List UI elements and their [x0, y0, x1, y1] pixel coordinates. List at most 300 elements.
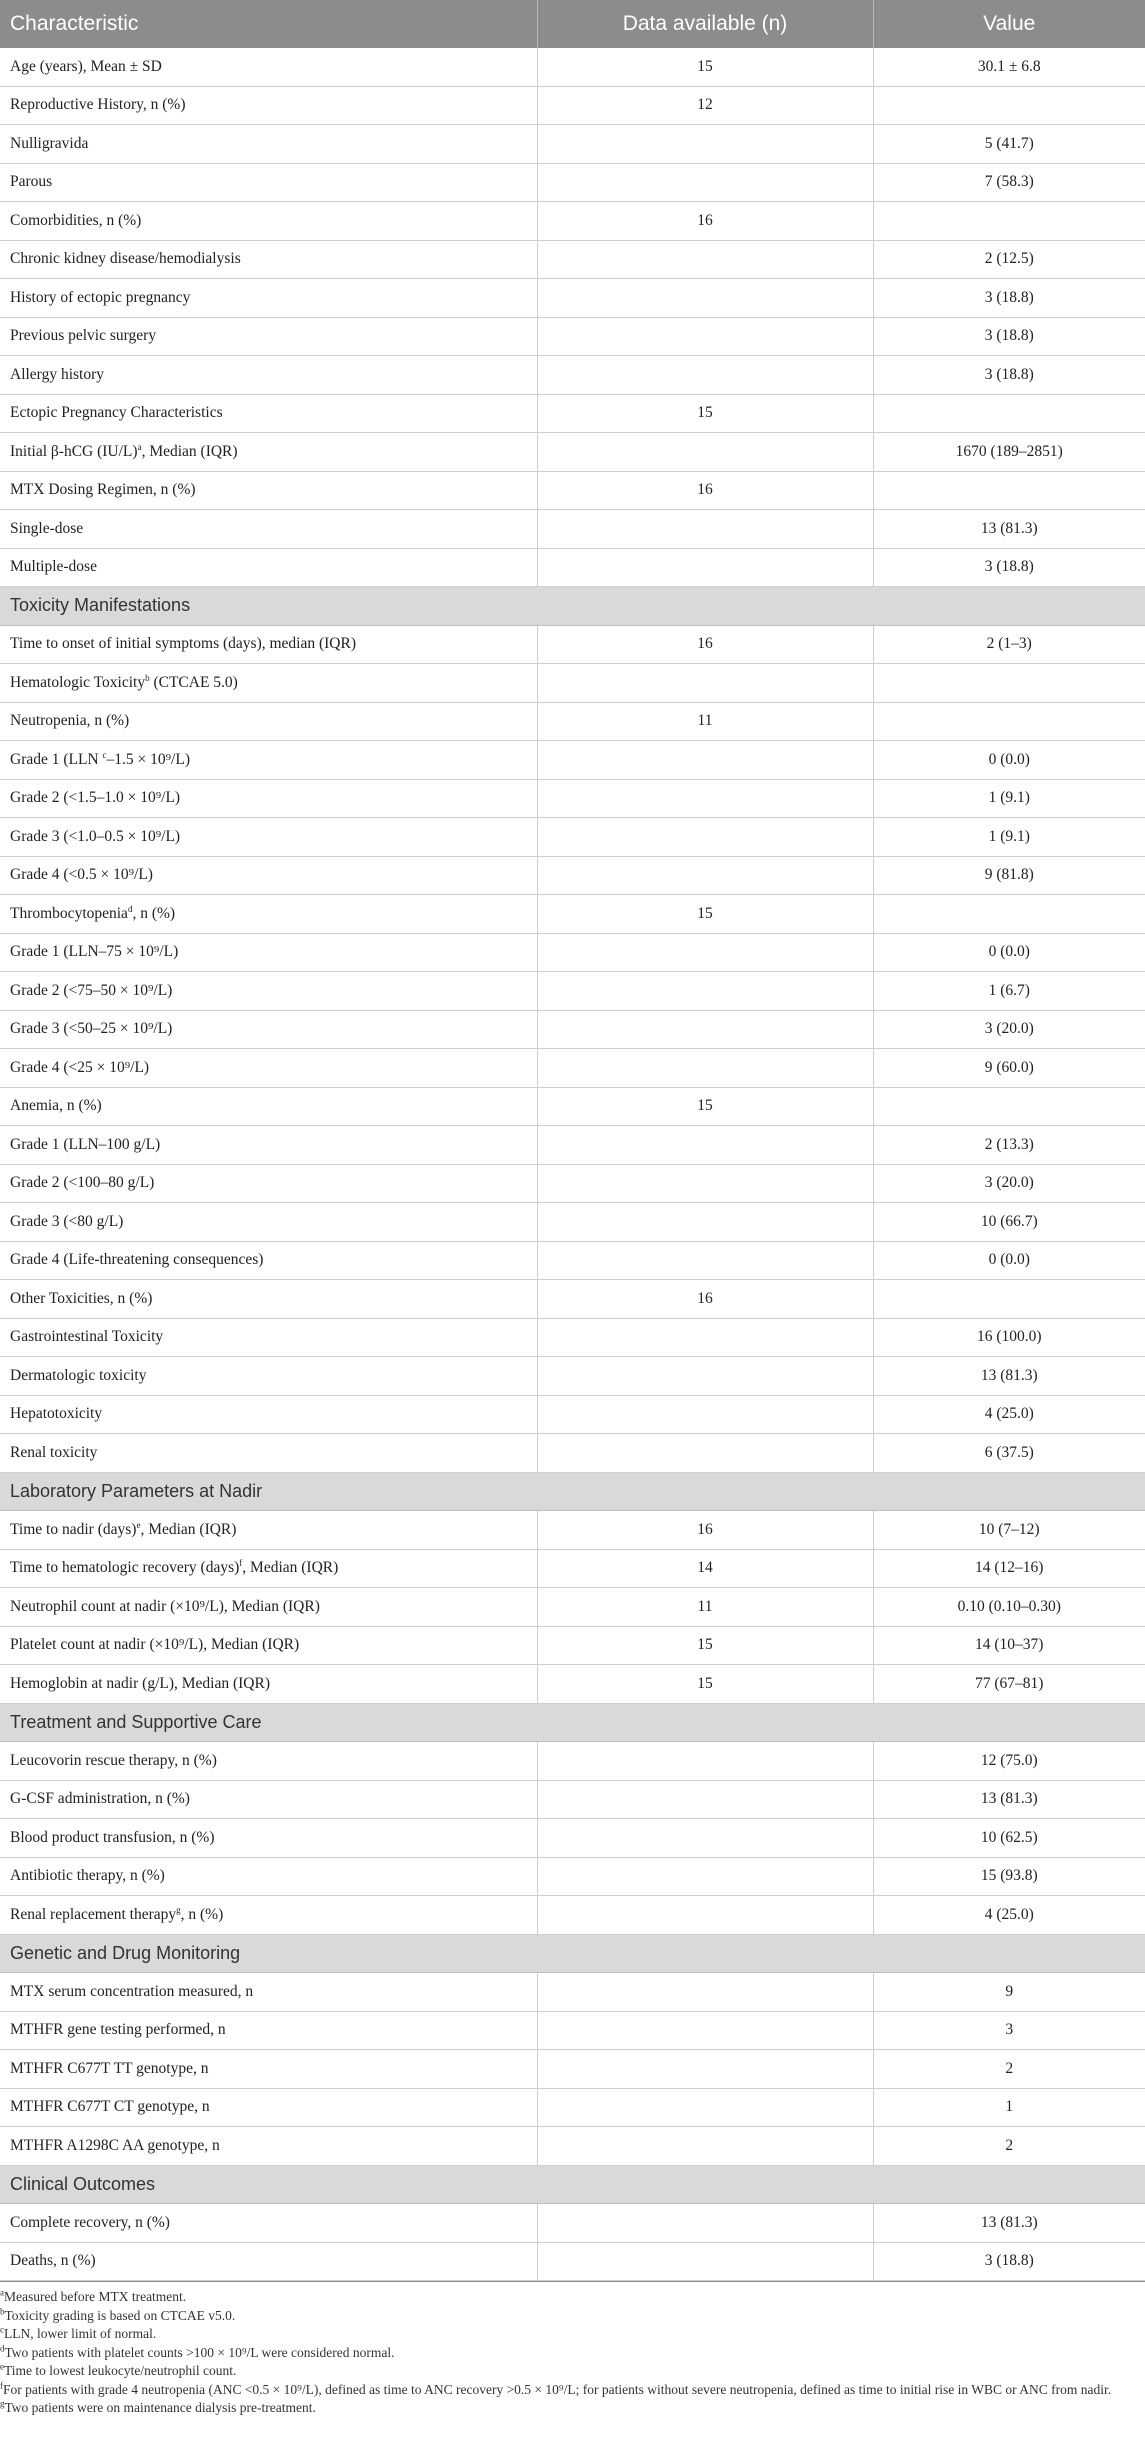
- characteristic-label: Platelet count at nadir (×10⁹/L), Median (IQR): [10, 1636, 300, 1654]
- value-cell: 6 (37.5): [873, 1434, 1145, 1473]
- footnote-marker: g: [176, 1904, 181, 1915]
- data-available-cell: [537, 1049, 873, 1088]
- characteristic-label: Dermatologic toxicity: [10, 1366, 147, 1384]
- characteristic-cell: [0, 1626, 537, 1665]
- data-available-cell: [537, 818, 873, 857]
- table-row: [0, 1241, 1145, 1280]
- value-cell: [873, 471, 1145, 510]
- characteristic-label-suffix: (CTCAE 5.0): [149, 673, 238, 691]
- footnote-text: Toxicity grading is based on CTCAE v5.0.: [4, 2307, 236, 2323]
- characteristic-label: MTHFR C677T TT genotype, n: [10, 2059, 209, 2077]
- table-row: [0, 86, 1145, 125]
- data-available-cell: 16: [537, 1511, 873, 1550]
- characteristic-label: Grade 4 (Life-threatening consequences): [10, 1251, 264, 1269]
- characteristic-cell: [0, 1241, 537, 1280]
- table-row: [0, 240, 1145, 279]
- table-row: [0, 2204, 1145, 2243]
- data-available-cell: [537, 664, 873, 703]
- value-cell: 1 (6.7): [873, 972, 1145, 1011]
- data-available-cell: [537, 1126, 873, 1165]
- table-row: [0, 779, 1145, 818]
- data-available-cell: [537, 779, 873, 818]
- characteristic-label: Grade 4 (<0.5 × 10⁹/L): [10, 866, 153, 884]
- characteristic-label: Grade 3 (<50–25 × 10⁹/L): [10, 1020, 173, 1038]
- footnote-text: Two patients were on maintenance dialysis pre-treatment.: [4, 2400, 316, 2415]
- characteristic-cell: [0, 163, 537, 202]
- section-header-row: [0, 1934, 1145, 1973]
- characteristic-cell: [0, 1395, 537, 1434]
- characteristic-cell: [0, 1780, 537, 1819]
- table-row: [0, 625, 1145, 664]
- characteristic-label: Deaths, n (%): [10, 2252, 96, 2270]
- value-cell: 0 (0.0): [873, 741, 1145, 780]
- characteristic-cell: [0, 1549, 537, 1588]
- characteristic-label: Neutrophil count at nadir (×10⁹/L), Median (IQR): [10, 1597, 320, 1615]
- data-available-cell: [537, 972, 873, 1011]
- data-available-cell: [537, 2127, 873, 2166]
- characteristic-label: Nulligravida: [10, 134, 89, 152]
- characteristic-label: Grade 2 (<75–50 × 10⁹/L): [10, 981, 173, 999]
- data-available-cell: [537, 1164, 873, 1203]
- value-cell: 1 (9.1): [873, 779, 1145, 818]
- footnote-marker: f: [0, 2380, 3, 2390]
- data-available-cell: 15: [537, 394, 873, 433]
- data-available-cell: [537, 1973, 873, 2012]
- characteristic-label: History of ectopic pregnancy: [10, 288, 191, 306]
- value-cell: 13 (81.3): [873, 510, 1145, 549]
- table-row: [0, 1010, 1145, 1049]
- value-cell: [873, 394, 1145, 433]
- characteristic-label-suffix: –1.5 × 10⁹/L): [106, 750, 190, 768]
- footnote-marker: e: [136, 1519, 141, 1530]
- value-cell: 13 (81.3): [873, 1357, 1145, 1396]
- section-title: Laboratory Parameters at Nadir: [0, 1472, 1145, 1511]
- table-row: [0, 1087, 1145, 1126]
- section-header-row: [0, 2165, 1145, 2204]
- characteristic-cell: [0, 2011, 537, 2050]
- table-row: [0, 2050, 1145, 2089]
- table-row: [0, 202, 1145, 241]
- characteristic-cell: [0, 510, 537, 549]
- table-row: [0, 818, 1145, 857]
- value-cell: [873, 1280, 1145, 1319]
- value-cell: 0.10 (0.10–0.30): [873, 1588, 1145, 1627]
- data-available-cell: 15: [537, 1665, 873, 1704]
- table-header: [0, 0, 1145, 48]
- characteristic-label: Time to nadir (days): [10, 1520, 137, 1538]
- characteristic-label: MTX Dosing Regimen, n (%): [10, 481, 196, 499]
- table-row: [0, 1588, 1145, 1627]
- footnote-marker: a: [137, 441, 142, 452]
- characteristic-label: MTX serum concentration measured, n: [10, 1982, 254, 2000]
- characteristic-label: Anemia, n (%): [10, 1097, 102, 1115]
- characteristic-label: Ectopic Pregnancy Characteristics: [10, 404, 223, 422]
- table-row: [0, 1126, 1145, 1165]
- value-cell: [873, 202, 1145, 241]
- characteristic-label: Parous: [10, 173, 53, 191]
- section-header-row: [0, 587, 1145, 626]
- data-available-cell: 15: [537, 895, 873, 934]
- value-cell: 3: [873, 2011, 1145, 2050]
- footnote-marker: e: [0, 2361, 4, 2372]
- value-cell: [873, 702, 1145, 741]
- table-row: [0, 1395, 1145, 1434]
- characteristic-cell: [0, 548, 537, 587]
- footnote-item: [0, 2362, 1145, 2381]
- characteristic-cell: [0, 1280, 537, 1319]
- value-cell: 14 (12–16): [873, 1549, 1145, 1588]
- data-available-cell: [537, 2050, 873, 2089]
- table-row: [0, 1203, 1145, 1242]
- footnote-marker: b: [145, 672, 150, 683]
- value-cell: 3 (18.8): [873, 279, 1145, 318]
- characteristic-label: Single-dose: [10, 519, 84, 537]
- value-cell: 2: [873, 2127, 1145, 2166]
- characteristic-cell: [0, 1087, 537, 1126]
- characteristic-label: Grade 3 (<80 g/L): [10, 1212, 124, 1230]
- value-cell: 1 (9.1): [873, 818, 1145, 857]
- characteristic-label: Neutropenia, n (%): [10, 712, 130, 730]
- characteristic-label: Hematologic Toxicity: [10, 673, 146, 691]
- characteristic-label: Thrombocytopenia: [10, 904, 128, 922]
- table-row: [0, 702, 1145, 741]
- data-available-cell: 16: [537, 625, 873, 664]
- characteristic-label-suffix: , n (%): [132, 904, 176, 922]
- characteristic-label: Grade 2 (<100–80 g/L): [10, 1174, 155, 1192]
- data-available-cell: [537, 856, 873, 895]
- footnote-text: Two patients with platelet counts >100 × 10⁹/L were considered normal.: [4, 2344, 395, 2360]
- footnote-marker: c: [102, 749, 107, 760]
- footnote-marker: d: [0, 2343, 5, 2353]
- value-cell: 9 (81.8): [873, 856, 1145, 895]
- table-row: [0, 856, 1145, 895]
- table-row: [0, 1626, 1145, 1665]
- data-available-cell: [537, 548, 873, 587]
- table-row: [0, 163, 1145, 202]
- value-cell: [873, 664, 1145, 703]
- data-available-cell: [537, 1434, 873, 1473]
- footnote-marker: b: [0, 2306, 5, 2316]
- table-row: [0, 2088, 1145, 2127]
- characteristic-cell: [0, 1434, 537, 1473]
- table-row: [0, 1780, 1145, 1819]
- footnote-text: For patients with grade 4 neutropenia (ANC <0.5 × 10⁹/L), defined as time to ANC recovery >0.5 × 10⁹/L; for patients without severe neutropenia, defined as time to initial rise in WBC or ANC from nadir.: [3, 2381, 1112, 2397]
- data-available-cell: [537, 510, 873, 549]
- data-available-cell: [537, 1203, 873, 1242]
- section-title: Toxicity Manifestations: [0, 587, 1145, 626]
- value-cell: 10 (66.7): [873, 1203, 1145, 1242]
- value-cell: 0 (0.0): [873, 1241, 1145, 1280]
- characteristic-label: Complete recovery, n (%): [10, 2213, 170, 2231]
- characteristic-cell: [0, 2204, 537, 2243]
- characteristic-cell: [0, 1742, 537, 1781]
- table-row: [0, 125, 1145, 164]
- table-row: [0, 1857, 1145, 1896]
- characteristic-label: Grade 1 (LLN–75 × 10⁹/L): [10, 943, 179, 961]
- section-header-row: [0, 1703, 1145, 1742]
- footnote-text: Time to lowest leukocyte/neutrophil count.: [4, 2363, 237, 2378]
- data-available-cell: 15: [537, 1087, 873, 1126]
- characteristic-cell: [0, 2088, 537, 2127]
- characteristic-cell: [0, 1588, 537, 1627]
- data-available-cell: [537, 1819, 873, 1858]
- characteristic-cell: [0, 433, 537, 472]
- characteristic-label: Reproductive History, n (%): [10, 96, 186, 114]
- footnote-item: [0, 2325, 1145, 2344]
- table-body: [0, 48, 1145, 2281]
- table-row: [0, 510, 1145, 549]
- characteristic-cell: [0, 125, 537, 164]
- characteristic-label: Comorbidities, n (%): [10, 211, 142, 229]
- table-row: [0, 1973, 1145, 2012]
- characteristic-cell: [0, 779, 537, 818]
- characteristic-cell: [0, 702, 537, 741]
- characteristic-cell: [0, 1357, 537, 1396]
- value-cell: 16 (100.0): [873, 1318, 1145, 1357]
- characteristic-cell: [0, 2050, 537, 2089]
- characteristic-label: Hepatotoxicity: [10, 1405, 103, 1423]
- characteristic-cell: [0, 1857, 537, 1896]
- value-cell: 9 (60.0): [873, 1049, 1145, 1088]
- data-available-cell: [537, 279, 873, 318]
- table-row: [0, 2127, 1145, 2166]
- data-available-cell: 15: [537, 1626, 873, 1665]
- characteristic-label: Age (years), Mean ± SD: [10, 57, 162, 75]
- characteristic-cell: [0, 86, 537, 125]
- data-available-cell: 12: [537, 86, 873, 125]
- footnote-item: [0, 2399, 1145, 2418]
- characteristic-cell: [0, 2242, 537, 2281]
- table-row: [0, 1665, 1145, 1704]
- characteristic-label: Grade 4 (<25 × 10⁹/L): [10, 1058, 150, 1076]
- characteristic-cell: [0, 664, 537, 703]
- value-cell: 4 (25.0): [873, 1395, 1145, 1434]
- footnote-text: LLN, lower limit of normal.: [4, 2326, 157, 2341]
- data-available-cell: [537, 1010, 873, 1049]
- data-available-cell: 16: [537, 471, 873, 510]
- footnote-marker: c: [0, 2324, 4, 2335]
- value-cell: 2 (12.5): [873, 240, 1145, 279]
- characteristic-cell: [0, 48, 537, 86]
- footnote-text: Measured before MTX treatment.: [4, 2289, 187, 2304]
- characteristic-cell: [0, 1819, 537, 1858]
- footnotes: [0, 2281, 1145, 2418]
- section-header-row: [0, 1472, 1145, 1511]
- table-row: [0, 279, 1145, 318]
- section-title: Treatment and Supportive Care: [0, 1703, 1145, 1742]
- characteristic-label: Renal replacement therapy: [10, 1905, 177, 1923]
- value-cell: 1670 (189–2851): [873, 433, 1145, 472]
- characteristic-cell: [0, 625, 537, 664]
- value-cell: 0 (0.0): [873, 933, 1145, 972]
- table-row: [0, 394, 1145, 433]
- footnote-marker: a: [0, 2287, 4, 2298]
- value-cell: 2 (1–3): [873, 625, 1145, 664]
- data-available-cell: 16: [537, 202, 873, 241]
- table-row: [0, 1819, 1145, 1858]
- data-available-cell: [537, 2204, 873, 2243]
- data-available-cell: 16: [537, 1280, 873, 1319]
- data-available-cell: [537, 2011, 873, 2050]
- characteristic-cell: [0, 741, 537, 780]
- footnote-item: [0, 2288, 1145, 2307]
- footnote-marker: f: [239, 1558, 243, 1569]
- table-row: [0, 1357, 1145, 1396]
- value-cell: 3 (20.0): [873, 1164, 1145, 1203]
- value-cell: 77 (67–81): [873, 1665, 1145, 1704]
- table-row: [0, 972, 1145, 1011]
- value-cell: 14 (10–37): [873, 1626, 1145, 1665]
- characteristic-cell: [0, 317, 537, 356]
- data-available-cell: [537, 317, 873, 356]
- characteristic-label: Chronic kidney disease/hemodialysis: [10, 250, 241, 268]
- characteristic-cell: [0, 1973, 537, 2012]
- footnote-marker: d: [127, 903, 133, 914]
- value-cell: 2: [873, 2050, 1145, 2089]
- table-row: [0, 895, 1145, 934]
- characteristic-cell: [0, 895, 537, 934]
- data-available-cell: 11: [537, 702, 873, 741]
- value-cell: [873, 86, 1145, 125]
- characteristic-label: Grade 1 (LLN: [10, 750, 103, 768]
- data-available-cell: [537, 1896, 873, 1935]
- characteristic-label: Allergy history: [10, 365, 104, 383]
- characteristic-label: Blood product transfusion, n (%): [10, 1828, 215, 1846]
- footnote-marker: g: [0, 2398, 5, 2409]
- table-row: [0, 433, 1145, 472]
- value-cell: 5 (41.7): [873, 125, 1145, 164]
- data-available-cell: [537, 1780, 873, 1819]
- value-cell: 10 (7–12): [873, 1511, 1145, 1550]
- characteristic-cell: [0, 394, 537, 433]
- data-available-cell: [537, 741, 873, 780]
- data-available-cell: [537, 240, 873, 279]
- column-header-data-available: Data available (n): [537, 0, 873, 48]
- footnote-item: [0, 2381, 1145, 2400]
- characteristic-cell: [0, 471, 537, 510]
- characteristic-label: G-CSF administration, n (%): [10, 1790, 190, 1808]
- value-cell: 2 (13.3): [873, 1126, 1145, 1165]
- characteristic-label-suffix: , Median (IQR): [141, 442, 238, 460]
- characteristic-cell: [0, 2127, 537, 2166]
- value-cell: 30.1 ± 6.8: [873, 48, 1145, 86]
- data-available-cell: 11: [537, 1588, 873, 1627]
- table-row: [0, 1742, 1145, 1781]
- table-row: [0, 471, 1145, 510]
- value-cell: 13 (81.3): [873, 2204, 1145, 2243]
- characteristic-cell: [0, 856, 537, 895]
- table-row: [0, 356, 1145, 395]
- characteristic-label: Previous pelvic surgery: [10, 327, 157, 345]
- data-available-cell: [537, 163, 873, 202]
- value-cell: 3 (18.8): [873, 2242, 1145, 2281]
- characteristic-label-suffix: , Median (IQR): [242, 1559, 339, 1577]
- characteristic-cell: [0, 1049, 537, 1088]
- section-title: Genetic and Drug Monitoring: [0, 1934, 1145, 1973]
- column-header-characteristic: Characteristic: [0, 0, 537, 48]
- data-available-cell: [537, 1241, 873, 1280]
- data-available-cell: 15: [537, 48, 873, 86]
- characteristic-cell: [0, 1203, 537, 1242]
- characteristic-label: Initial β-hCG (IU/L): [10, 442, 138, 460]
- table-row: [0, 48, 1145, 86]
- footnote-item: [0, 2344, 1145, 2363]
- characteristic-label: Antibiotic therapy, n (%): [10, 1867, 165, 1885]
- value-cell: 3 (18.8): [873, 548, 1145, 587]
- section-title: Clinical Outcomes: [0, 2165, 1145, 2204]
- value-cell: 10 (62.5): [873, 1819, 1145, 1858]
- data-available-cell: [537, 1318, 873, 1357]
- characteristic-label: MTHFR gene testing performed, n: [10, 2021, 226, 2039]
- value-cell: 3 (18.8): [873, 356, 1145, 395]
- data-available-cell: [537, 2242, 873, 2281]
- table-row: [0, 317, 1145, 356]
- characteristic-cell: [0, 356, 537, 395]
- data-available-cell: [537, 1857, 873, 1896]
- characteristic-cell: [0, 1164, 537, 1203]
- characteristic-label: MTHFR A1298C AA genotype, n: [10, 2136, 220, 2154]
- value-cell: 12 (75.0): [873, 1742, 1145, 1781]
- characteristic-cell: [0, 1318, 537, 1357]
- characteristic-label-suffix: , n (%): [180, 1905, 224, 1923]
- characteristic-label: Gastrointestinal Toxicity: [10, 1328, 164, 1346]
- characteristic-cell: [0, 279, 537, 318]
- characteristic-label: Time to onset of initial symptoms (days), median (IQR): [10, 635, 356, 653]
- value-cell: 3 (20.0): [873, 1010, 1145, 1049]
- characteristic-cell: [0, 1126, 537, 1165]
- value-cell: 15 (93.8): [873, 1857, 1145, 1896]
- table-row: [0, 741, 1145, 780]
- data-available-cell: [537, 356, 873, 395]
- data-available-cell: [537, 433, 873, 472]
- data-available-cell: [537, 1742, 873, 1781]
- table-row: [0, 1896, 1145, 1935]
- value-cell: [873, 895, 1145, 934]
- characteristic-label-suffix: , Median (IQR): [140, 1520, 237, 1538]
- header-row: [0, 0, 1145, 48]
- column-header-value: Value: [873, 0, 1145, 48]
- value-cell: 4 (25.0): [873, 1896, 1145, 1935]
- table-row: [0, 1549, 1145, 1588]
- data-available-cell: [537, 125, 873, 164]
- table-row: [0, 1318, 1145, 1357]
- characteristic-label: Multiple-dose: [10, 558, 97, 576]
- table-row: [0, 1434, 1145, 1473]
- data-available-cell: [537, 2088, 873, 2127]
- characteristic-cell: [0, 972, 537, 1011]
- table-row: [0, 1049, 1145, 1088]
- value-cell: 9: [873, 1973, 1145, 2012]
- characteristic-cell: [0, 1896, 537, 1935]
- characteristic-label: Time to hematologic recovery (days): [10, 1559, 240, 1577]
- data-available-cell: [537, 1357, 873, 1396]
- value-cell: 7 (58.3): [873, 163, 1145, 202]
- characteristic-label: Grade 2 (<1.5–1.0 × 10⁹/L): [10, 789, 181, 807]
- characteristic-label: MTHFR C677T CT genotype, n: [10, 2098, 210, 2116]
- value-cell: 3 (18.8): [873, 317, 1145, 356]
- characteristic-cell: [0, 1665, 537, 1704]
- data-available-cell: [537, 1395, 873, 1434]
- characteristic-cell: [0, 240, 537, 279]
- characteristic-label: Other Toxicities, n (%): [10, 1289, 153, 1307]
- characteristic-label: Renal toxicity: [10, 1443, 98, 1461]
- table-row: [0, 548, 1145, 587]
- characteristic-cell: [0, 818, 537, 857]
- table-row: [0, 1511, 1145, 1550]
- value-cell: [873, 1087, 1145, 1126]
- data-available-cell: [537, 933, 873, 972]
- value-cell: 13 (81.3): [873, 1780, 1145, 1819]
